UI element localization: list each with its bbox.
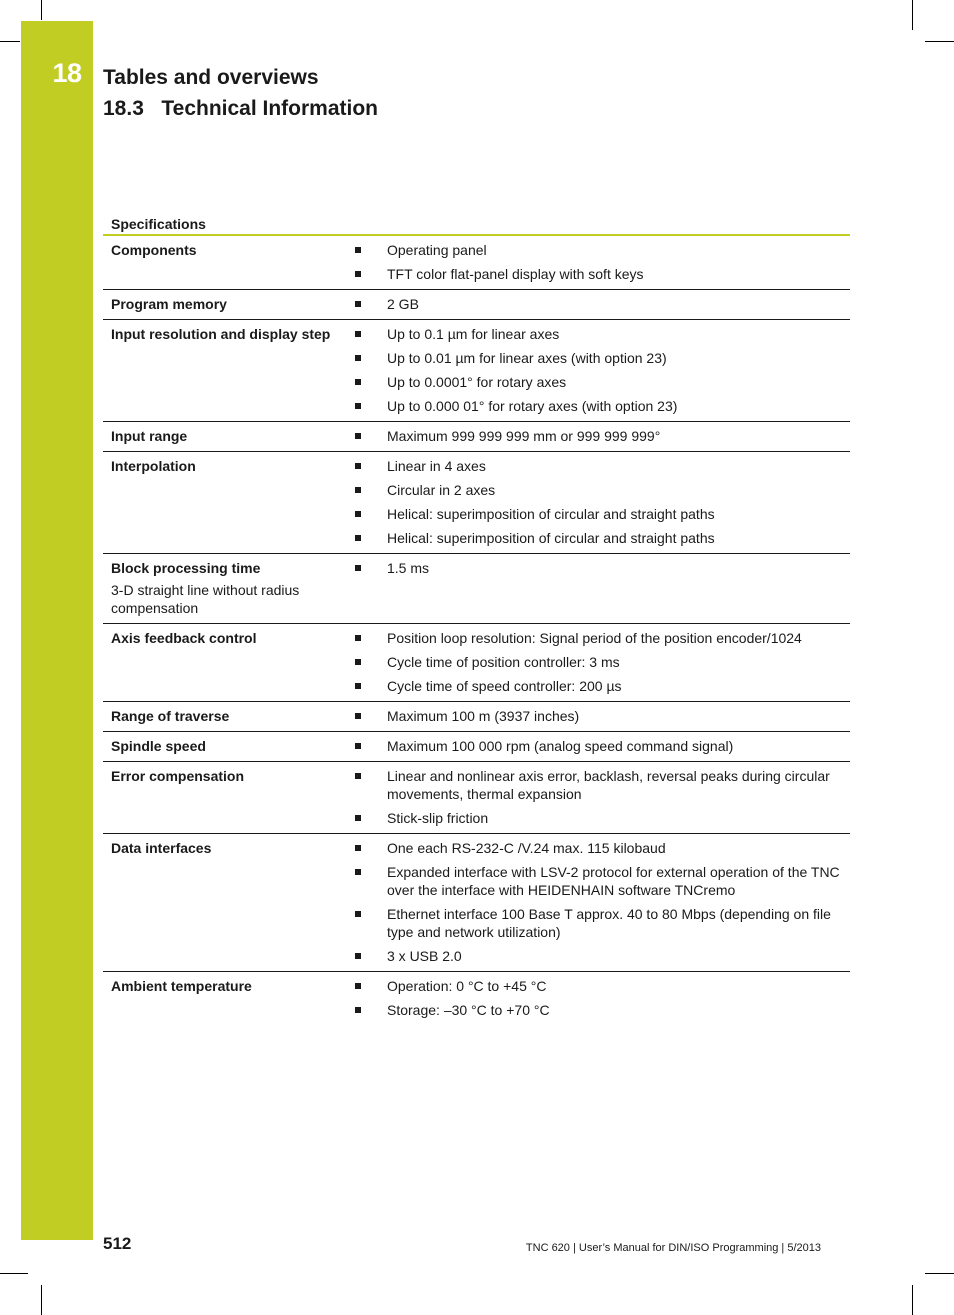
square-bullet-icon [355,487,361,493]
list-item [349,863,842,899]
square-bullet-icon [355,355,361,361]
spec-label-cell [103,554,341,624]
list-item [349,737,842,755]
spec-label: Range of traverse [111,708,230,724]
list-item [349,977,842,995]
square-bullet-icon [355,433,361,439]
spec-value-list [349,559,842,577]
spec-label: Input resolution and display step [111,326,331,342]
spec-values-cell [341,624,850,702]
square-bullet-icon [355,773,361,779]
list-item [349,481,842,499]
spec-values-cell [341,422,850,452]
spec-value-list [349,325,842,415]
crop-mark [912,0,913,30]
list-item [349,839,842,857]
spec-value: Position loop resolution: Signal period of the position encoder/1024 [387,630,802,646]
spec-values-cell [341,290,850,320]
list-item [349,629,842,647]
square-bullet-icon [355,911,361,917]
table-row [103,554,850,624]
spec-label: Error compensation [111,768,245,784]
spec-value: Up to 0.000 01° for rotary axes (with option 23) [387,398,678,414]
spec-label-cell [103,624,341,702]
square-bullet-icon [355,983,361,989]
square-bullet-icon [355,683,361,689]
spec-value: Operation: 0 °C to +45 °C [387,978,547,994]
list-item [349,707,842,725]
spec-label: Axis feedback control [111,630,257,646]
spec-label: Program memory [111,296,227,312]
square-bullet-icon [355,953,361,959]
spec-values-cell [341,834,850,972]
square-bullet-icon [355,535,361,541]
square-bullet-icon [355,271,361,277]
chapter-side-bar [21,21,93,1240]
list-item [349,905,842,941]
footer-text: TNC 620 | User’s Manual for DIN/ISO Programming | 5/2013 [525,1242,821,1254]
table-row [103,624,850,702]
list-item [349,767,842,803]
spec-value: Up to 0.1 µm for linear axes [387,326,560,342]
spec-value: Up to 0.0001° for rotary axes [387,374,567,390]
table-heading: Specifications [103,211,850,235]
spec-value: Maximum 999 999 999 mm or 999 999 999° [387,428,661,444]
spec-label-cell [103,732,341,762]
table-row [103,452,850,554]
table-row [103,702,850,732]
specifications-body [103,235,850,1025]
spec-value: Helical: superimposition of circular and straight paths [387,530,715,546]
list-item [349,295,842,313]
spec-label-cell [103,834,341,972]
spec-value-list [349,707,842,725]
spec-label: Ambient temperature [111,978,252,994]
spec-values-cell [341,235,850,290]
spec-label: Spindle speed [111,738,206,754]
list-item [349,529,842,547]
spec-value-list [349,977,842,1019]
spec-values-cell [341,452,850,554]
spec-values-cell [341,972,850,1026]
table-row [103,320,850,422]
list-item [349,373,842,391]
spec-value-list [349,241,842,283]
table-row [103,834,850,972]
spec-label-cell [103,702,341,732]
spec-label: Data interfaces [111,840,212,856]
table-row [103,235,850,290]
spec-value-list [349,295,842,313]
spec-value: One each RS-232-C /V.24 max. 115 kilobaud [387,840,666,856]
spec-label: Input range [111,428,188,444]
table-row [103,732,850,762]
list-item [349,809,842,827]
spec-label-cell [103,452,341,554]
spec-value: Maximum 100 000 rpm (analog speed command signal) [387,738,734,754]
spec-label-cell [103,320,341,422]
spec-value-list [349,427,842,445]
list-item [349,427,842,445]
spec-value: Linear and nonlinear axis error, backlash, reversal peaks during circular movements, thermal expansion [387,768,830,802]
crop-mark [925,41,954,42]
square-bullet-icon [355,463,361,469]
spec-label-cell [103,422,341,452]
spec-label: Components [111,242,197,258]
square-bullet-icon [355,565,361,571]
square-bullet-icon [355,845,361,851]
spec-values-cell [341,702,850,732]
spec-value: TFT color flat-panel display with soft keys [387,266,644,282]
crop-mark [0,41,20,42]
list-item [349,505,842,523]
list-item [349,397,842,415]
table-row [103,422,850,452]
square-bullet-icon [355,247,361,253]
list-item [349,349,842,367]
list-item [349,457,842,475]
spec-value-list [349,629,842,695]
chapter-number: 18 [52,58,82,88]
spec-value: Helical: superimposition of circular and straight paths [387,506,715,522]
spec-value-list [349,767,842,827]
square-bullet-icon [355,635,361,641]
crop-mark [41,0,42,20]
spec-label-cell [103,290,341,320]
spec-values-cell [341,320,850,422]
spec-value: Linear in 4 axes [387,458,486,474]
spec-value-list [349,737,842,755]
spec-value-list [349,839,842,965]
list-item [349,325,842,343]
spec-values-cell [341,762,850,834]
spec-value: 2 GB [387,296,419,312]
spec-value: Maximum 100 m (3937 inches) [387,708,580,724]
list-item [349,559,842,577]
list-item [349,1001,842,1019]
spec-label-cell [103,972,341,1026]
spec-sublabel: 3-D straight line without radius compensation [111,582,300,616]
section-title: 18.3 Technical Information [103,97,379,120]
specifications-table [103,211,850,1025]
spec-label-cell [103,235,341,290]
page-number: 512 [103,1234,132,1253]
spec-values-cell [341,732,850,762]
list-item [349,653,842,671]
table-row [103,290,850,320]
crop-mark [0,1273,28,1274]
square-bullet-icon [355,403,361,409]
square-bullet-icon [355,331,361,337]
table-row [103,972,850,1026]
square-bullet-icon [355,713,361,719]
crop-mark [41,1285,42,1315]
spec-value: Ethernet interface 100 Base T approx. 40 to 80 Mbps (depending on file type and network utilization) [387,906,831,940]
spec-value: Expanded interface with LSV-2 protocol for external operation of the TNC over the interface with HEIDENHAIN software TNCremo [387,864,840,898]
list-item [349,947,842,965]
spec-value: Operating panel [387,242,487,258]
spec-value: Up to 0.01 µm for linear axes (with option 23) [387,350,667,366]
spec-value: Circular in 2 axes [387,482,496,498]
square-bullet-icon [355,743,361,749]
list-item [349,677,842,695]
square-bullet-icon [355,379,361,385]
square-bullet-icon [355,301,361,307]
table-row [103,762,850,834]
spec-label: Interpolation [111,458,196,474]
spec-value: Stick-slip friction [387,810,489,826]
square-bullet-icon [355,1007,361,1013]
square-bullet-icon [355,659,361,665]
spec-value: 3 x USB 2.0 [387,948,462,964]
crop-mark [912,1285,913,1315]
spec-value-list [349,457,842,547]
list-item [349,241,842,259]
crop-mark [925,1273,954,1274]
square-bullet-icon [355,869,361,875]
spec-label-cell [103,762,341,834]
spec-value: Cycle time of position controller: 3 ms [387,654,620,670]
square-bullet-icon [355,815,361,821]
spec-label: Block processing time [111,560,261,576]
spec-values-cell [341,554,850,624]
spec-value: Cycle time of speed controller: 200 µs [387,678,622,694]
list-item [349,265,842,283]
square-bullet-icon [355,511,361,517]
spec-value: 1.5 ms [387,560,430,576]
chapter-title: Tables and overviews [103,66,319,89]
spec-value: Storage: –30 °C to +70 °C [387,1002,550,1018]
